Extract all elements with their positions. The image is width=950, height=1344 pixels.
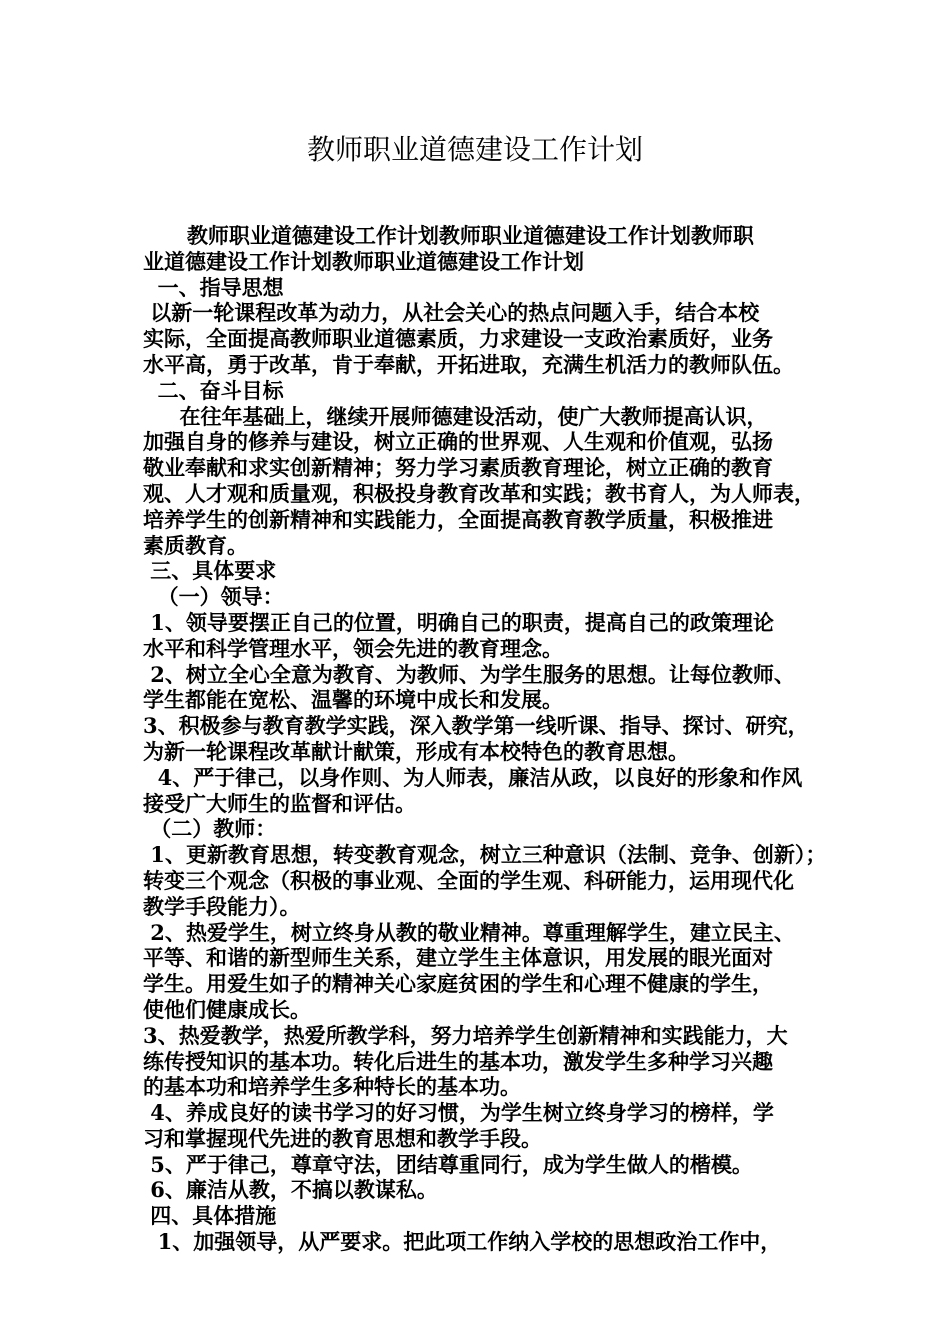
body-line: 教学手段能力）。 — [143, 893, 301, 919]
body-line: 水平和科学管理水平，领会先进的教育理念。 — [143, 635, 563, 661]
body-line: 水平高，勇于改革，肯于奉献，开拓进取，充满生机活力的教师队伍。 — [143, 351, 794, 377]
body-line: 素质教育。 — [143, 532, 248, 558]
section-heading: 三、具体要求 — [143, 558, 277, 584]
body-line: 3、积极参与教育教学实践，深入教学第一线听课、指导、探讨、研究， — [143, 713, 809, 739]
body-line: 的基本功和培养学生多种特长的基本功。 — [143, 1074, 521, 1100]
body-line: 以新一轮课程改革为动力，从社会关心的热点问题入手，结合本校 — [143, 300, 760, 326]
body-line: 敬业奉献和求实创新精神；努力学习素质教育理论，树立正确的教育 — [143, 455, 773, 481]
body-line: 业道德建设工作计划教师职业道德建设工作计划 — [143, 248, 584, 274]
body-line: 3、热爱教学，热爱所教学科，努力培养学生创新精神和实践能力，大 — [143, 1022, 788, 1048]
body-line: 4、严于律己，以身作则、为人师表，廉洁从政，以良好的形象和作风 — [143, 764, 803, 790]
body-line: 接受广大师生的监督和评估。 — [143, 790, 416, 816]
body-line: 使他们健康成长。 — [143, 996, 311, 1022]
body-line: 2、热爱学生，树立终身从教的敬业精神。尊重理解学生，建立民主、 — [143, 919, 795, 945]
body-line: 教师职业道德建设工作计划教师职业道德建设工作计划教师职 — [143, 223, 754, 248]
body-line: 1、更新教育思想，转变教育观念，树立三种意识（法制、竞争、创新）； — [143, 842, 827, 868]
subsection-heading: （一）领导： — [143, 584, 284, 610]
body-line: 加强自身的修养与建设，树立正确的世界观、人生观和价值观，弘扬 — [143, 429, 773, 455]
body-line: 学生。用爱生如子的精神关心家庭贫困的学生和心理不健康的学生， — [143, 971, 773, 997]
body-line: 观、人才观和质量观，积极投身教育改革和实践；教书育人，为人师表， — [143, 480, 815, 506]
section-heading: 二、奋斗目标 — [143, 377, 284, 403]
body-line: 练传授知识的基本功。转化后进生的基本功，激发学生多种学习兴趣 — [143, 1048, 773, 1074]
body-line: 2、树立全心全意为教育、为教师、为学生服务的思想。让每位教师、 — [143, 661, 795, 687]
body-line: 转变三个观念（积极的事业观、全面的学生观、科研能力，运用现代化 — [143, 867, 794, 893]
body-line: 1、加强领导，从严要求。把此项工作纳入学校的思想政治工作中， — [143, 1229, 782, 1255]
document-title: 教师职业道德建设工作计划 — [306, 133, 643, 166]
body-line: 习和掌握现代先进的教育思想和教学手段。 — [143, 1125, 542, 1151]
body-line: 培养学生的创新精神和实践能力，全面提高教育教学质量，积极推进 — [143, 506, 773, 532]
body-line: 在往年基础上，继续开展师德建设活动，使广大教师提高认识， — [143, 403, 768, 429]
document-body — [143, 223, 827, 1255]
body-line: 平等、和谐的新型师生关系，建立学生主体意识，用发展的眼光面对 — [143, 945, 773, 971]
body-line: 5、严于律己，尊章守法，团结尊重同行，成为学生做人的楷模。 — [143, 1151, 753, 1177]
body-line: 为新一轮课程改革献计献策，形成有本校特色的教育思想。 — [143, 738, 689, 764]
body-line: 6、廉洁从教，不搞以教谋私。 — [143, 1177, 438, 1203]
body-line: 实际，全面提高教师职业道德素质，力求建设一支政治素质好，业务 — [143, 326, 773, 352]
body-line: 4、养成良好的读书学习的好习惯，为学生树立终身学习的榜样，学 — [143, 1100, 774, 1126]
section-heading: 四、具体措施 — [143, 1203, 277, 1229]
body-line: 学生都能在宽松、温馨的环境中成长和发展。 — [143, 687, 563, 713]
body-line: 1、领导要摆正自己的位置，明确自己的职责，提高自己的政策理论 — [143, 609, 774, 635]
section-heading: 一、指导思想 — [143, 274, 284, 300]
subsection-heading: （二）教师： — [143, 816, 277, 842]
